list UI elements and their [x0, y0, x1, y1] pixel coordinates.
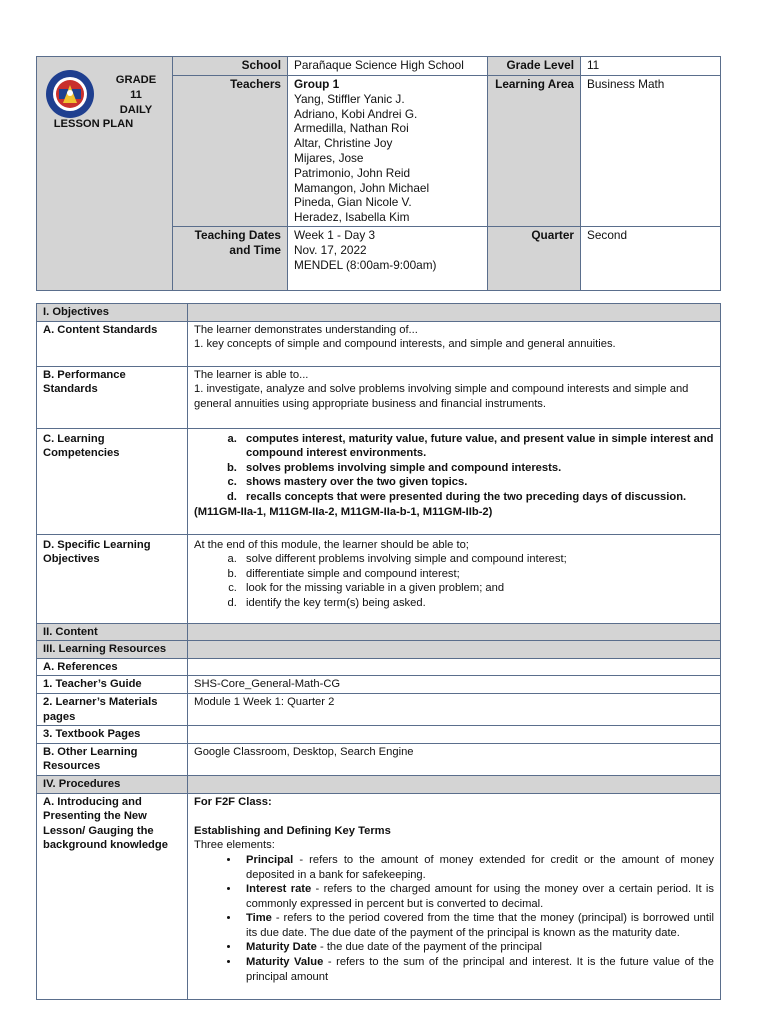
learning-area-label: Learning Area	[488, 76, 581, 227]
school-label: School	[173, 57, 288, 76]
logo-cell	[37, 57, 173, 291]
teacher-name: Adriano, Kobi Andrei G.	[294, 106, 418, 121]
introducing-lesson-value	[188, 793, 721, 999]
learning-area-value: Business Math	[581, 76, 721, 227]
list-item: b. solves problems involving simple and compound interests.	[240, 461, 714, 476]
teachers-guide-label: 1. Teacher’s Guide	[37, 676, 188, 694]
three-elements: Three elements:	[194, 839, 275, 852]
performance-standards-label: B. Performance Standards	[37, 366, 188, 428]
references-label: A. References	[37, 658, 188, 676]
list-item: • Principal - refers to the amount of money extended for credit or the amount of money deposited in a bank for safekeeping.	[240, 853, 714, 882]
teacher-name: Heradez, Isabella Kim	[294, 210, 410, 225]
list-item: • Maturity Value - refers to the sum of the principal and interest. It is the future value of the principal amount	[240, 955, 714, 984]
teacher-name: Mijares, Jose	[294, 150, 364, 165]
procedures-heading: IV. Procedures	[37, 775, 188, 793]
introducing-lesson-label: A. Introducing and Presenting the New Lesson/ Gauging the background knowledge	[37, 793, 188, 999]
grade-level-value: 11	[581, 57, 721, 76]
teacher-name: Patrimonio, John Reid	[294, 165, 411, 180]
teacher-name: Mamangon, John Michael	[294, 180, 430, 195]
competency-codes: (M11GM-IIa-1, M11GM-IIa-2, M11GM-IIa-b-1, M11GM-IIb-2)	[194, 505, 493, 518]
other-resources-value: Google Classroom, Desktop, Search Engine	[188, 743, 721, 775]
teaching-dates-label: Teaching Dates and Time	[173, 226, 288, 290]
content-standards-value: The learner demonstrates understanding of... 1. key concepts of simple and compound interests, and simple and general annuities.	[188, 321, 721, 366]
quarter-label: Quarter	[488, 226, 581, 290]
teacher-name: Armedilla, Nathan Roi	[294, 121, 409, 136]
learning-competencies-value	[188, 428, 721, 534]
teacher-name: Yang, Stiffler Yanic J.	[294, 91, 405, 106]
learning-competencies-label: C. Learning Competencies	[37, 428, 188, 534]
header-table	[36, 56, 721, 291]
teaching-dates-value: Week 1 - Day 3 Nov. 17, 2022 MENDEL (8:00am-9:00am)	[288, 226, 488, 290]
list-item: d. recalls concepts that were presented during the two preceding days of discussion.	[240, 490, 714, 505]
teachers-guide-value: SHS-Core_General-Math-CG	[188, 676, 721, 694]
teachers-value	[288, 76, 488, 227]
key-terms-heading: Establishing and Defining Key Terms	[194, 824, 391, 837]
objectives-heading: I. Objectives	[37, 304, 188, 322]
lesson-plan-table	[36, 303, 721, 1000]
specific-objectives-value: At the end of this module, the learner should be able to; a. solve different problems involving simple and compound interest; b. differentiate simple and compound interest; c. look for the missing variable in a given problem; and d. identify the key term(s) being asked.	[188, 534, 721, 623]
content-heading: II. Content	[37, 623, 188, 641]
school-value: Parañaque Science High School	[288, 57, 488, 76]
grade-title: GRADE 11 DAILY	[115, 74, 157, 116]
list-item: • Time - refers to the period covered from the time that the money (principal) is borrowed until its due date. The due date of the payment of the principal is known as the maturity date.	[240, 911, 714, 940]
list-item: d. identify the key term(s) being asked.	[240, 596, 714, 611]
key-terms-list	[194, 853, 714, 984]
list-item: • Interest rate - refers to the charged amount for using the money over a certain period. It is commonly expressed in percent but is converted to decimal.	[240, 882, 714, 911]
class-type: For F2F Class:	[194, 795, 272, 808]
teacher-name: Pineda, Gian Nicole V.	[294, 195, 412, 210]
grade-level-label: Grade Level	[488, 57, 581, 76]
specific-objectives-label: D. Specific Learning Objectives	[37, 534, 188, 623]
competencies-list	[194, 432, 714, 505]
other-resources-label: B. Other Learning Resources	[37, 743, 188, 775]
learners-materials-value: Module 1 Week 1: Quarter 2	[188, 693, 721, 725]
teachers-label: Teachers	[173, 76, 288, 227]
learners-materials-label: 2. Learner’s Materials pages	[37, 693, 188, 725]
teacher-name: Altar, Christine Joy	[294, 136, 393, 151]
list-item: b. differentiate simple and compound interest;	[240, 567, 714, 582]
list-item: c. shows mastery over the two given topics.	[240, 475, 714, 490]
group-name: Group 1	[294, 77, 340, 91]
quarter-value: Second	[581, 226, 721, 290]
list-item: a. computes interest, maturity value, future value, and present value in simple interest and compound interest environments.	[240, 432, 714, 461]
learning-resources-heading: III. Learning Resources	[37, 641, 188, 659]
content-standards-label: A. Content Standards	[37, 321, 188, 366]
performance-standards-value: The learner is able to... 1. investigate, analyze and solve problems involving simple and compound interests and simple and general annuities using appropriate business and financial instruments.	[188, 366, 721, 428]
list-item: a. solve different problems involving simple and compound interest;	[240, 552, 714, 567]
specific-objectives-list	[194, 552, 714, 610]
list-item: • Maturity Date - the due date of the payment of the principal	[240, 940, 714, 955]
list-item: c. look for the missing variable in a given problem; and	[240, 581, 714, 596]
textbook-pages-label: 3. Textbook Pages	[37, 726, 188, 744]
lesson-plan-title: LESSON PLAN	[53, 118, 134, 130]
deped-seal-icon	[45, 69, 95, 119]
